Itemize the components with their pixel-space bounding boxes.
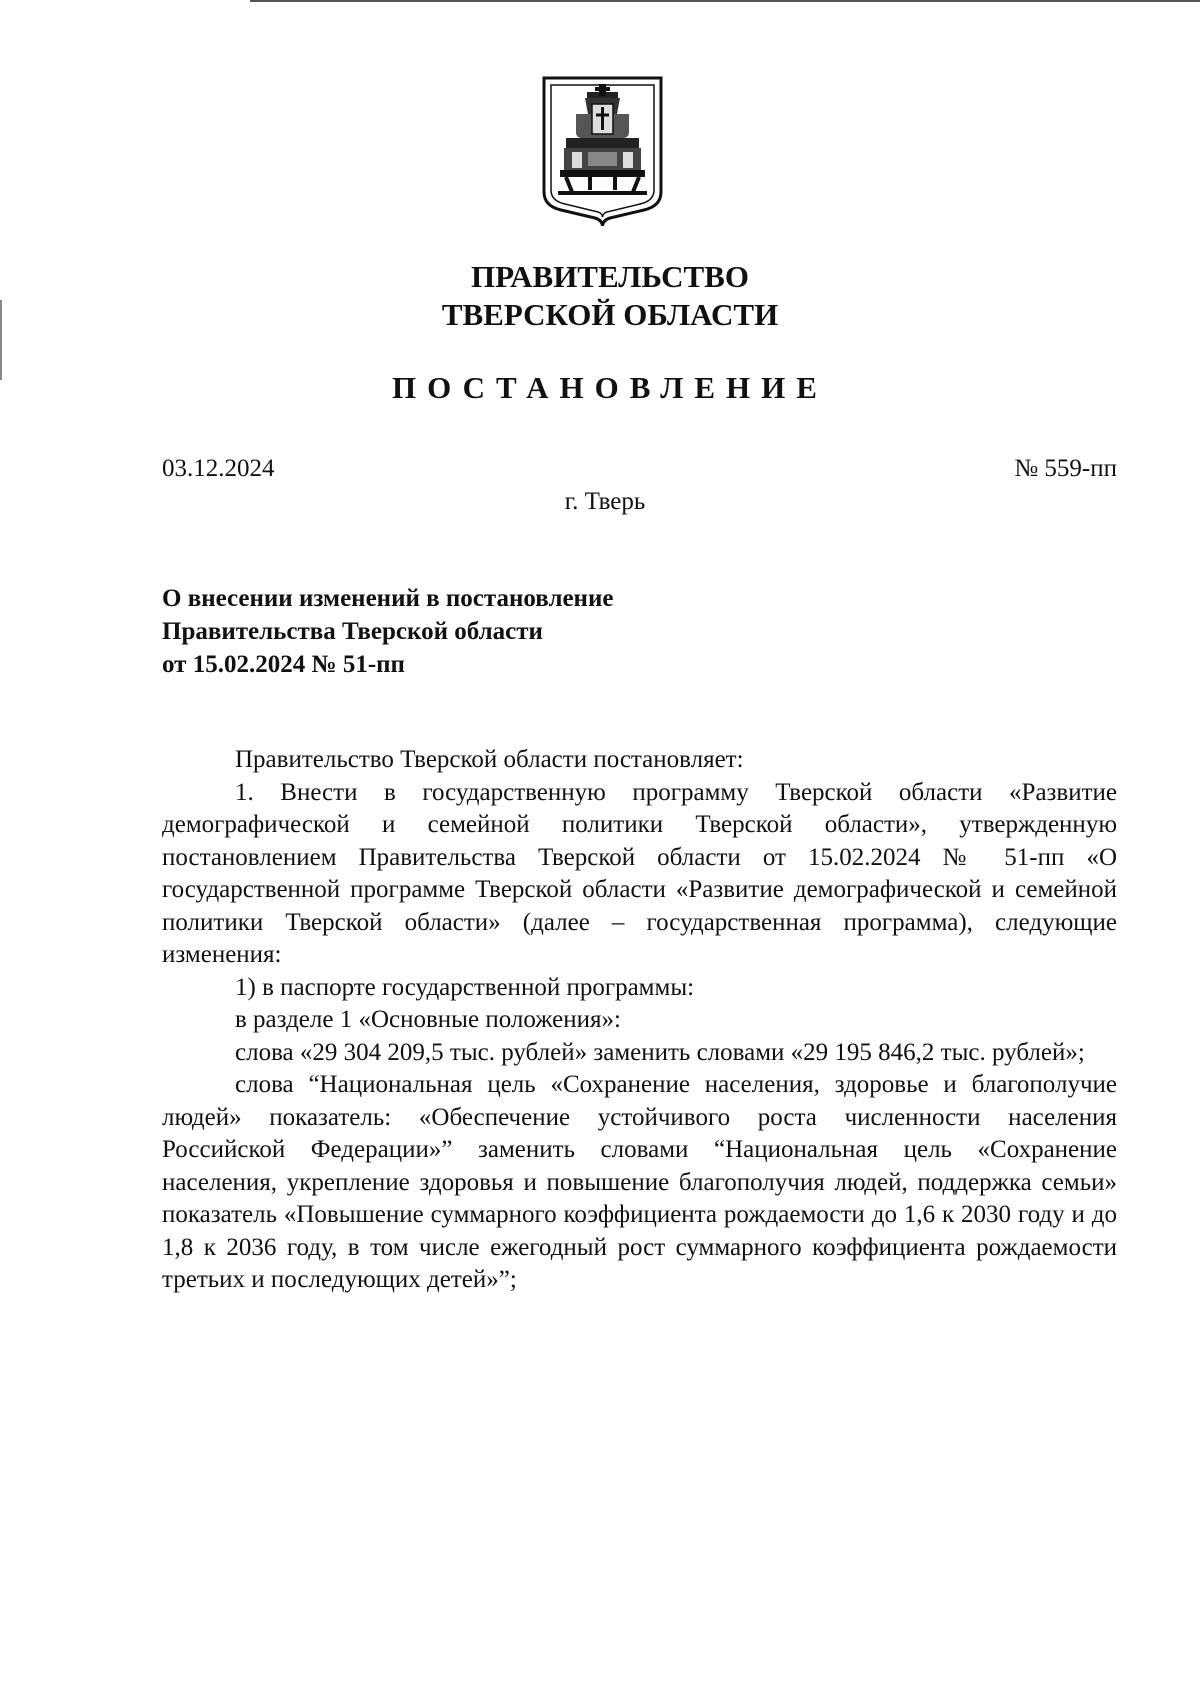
document-type: ПОСТАНОВЛЕНИЕ (392, 370, 828, 405)
scan-edge-top (250, 0, 1200, 2)
paragraph-amount-change: слова «29 304 209,5 тыс. рублей» заменить словами «29 195 846,2 тыс. рублей»; (235, 1038, 1085, 1066)
paragraph-section-1: в разделе 1 «Основные положения»: (235, 1006, 621, 1033)
paragraph-preamble: Правительство Тверской области постановляет: (235, 746, 744, 773)
paragraph-goal-change: слова “Национальная цель «Сохранение населения, здоровье и благополучие людей» показатель: «Обеспечение устойчивого роста численности населения Российской Федерации»” заменить словами “Национальная цель «Сохранение населения, укрепление здоровья и повышение благополучия людей, поддержка семьи» показатель «Повышение суммарного коэффициента рождаемости до 1,6 к 2030 году и до 1,8 к 2036 году, в том числе ежегодный рост суммарного коэффициента рождаемости третьих и последующих детей»”; (162, 1071, 1117, 1293)
tver-coat-of-arms-icon (540, 74, 665, 226)
organization-line-2: ТВЕРСКОЙ ОБЛАСТИ (441, 297, 779, 332)
document-date: 03.12.2024 (162, 455, 275, 482)
organization-line-1: ПРАВИТЕЛЬСТВО (471, 259, 749, 294)
paragraph-subitem-1: 1) в паспорте государственной программы: (235, 973, 695, 1001)
organization-name (0, 258, 1200, 334)
document-number: № 559-пп (1014, 455, 1117, 482)
title-line-2: Правительства Тверской области (162, 618, 543, 645)
document-title (162, 582, 762, 681)
document-body (162, 744, 1117, 1297)
title-line-1: О внесении изменений в постановление (162, 585, 614, 612)
title-line-3: от 15.02.2024 № 51-пп (162, 651, 405, 678)
document-city: г. Тверь (564, 488, 646, 515)
paragraph-item-1: 1. Внести в государственную программу Тверской области «Развитие демографической и семейной политики Тверской области», утвержденную постановлением Правительства Тверской области от 15.02.2024 № 51-пп «О государственной программе Тверской области «Развитие демографической и семейной политики Тверской области» (далее – государственная программа), следующие изменения: (162, 778, 1117, 968)
